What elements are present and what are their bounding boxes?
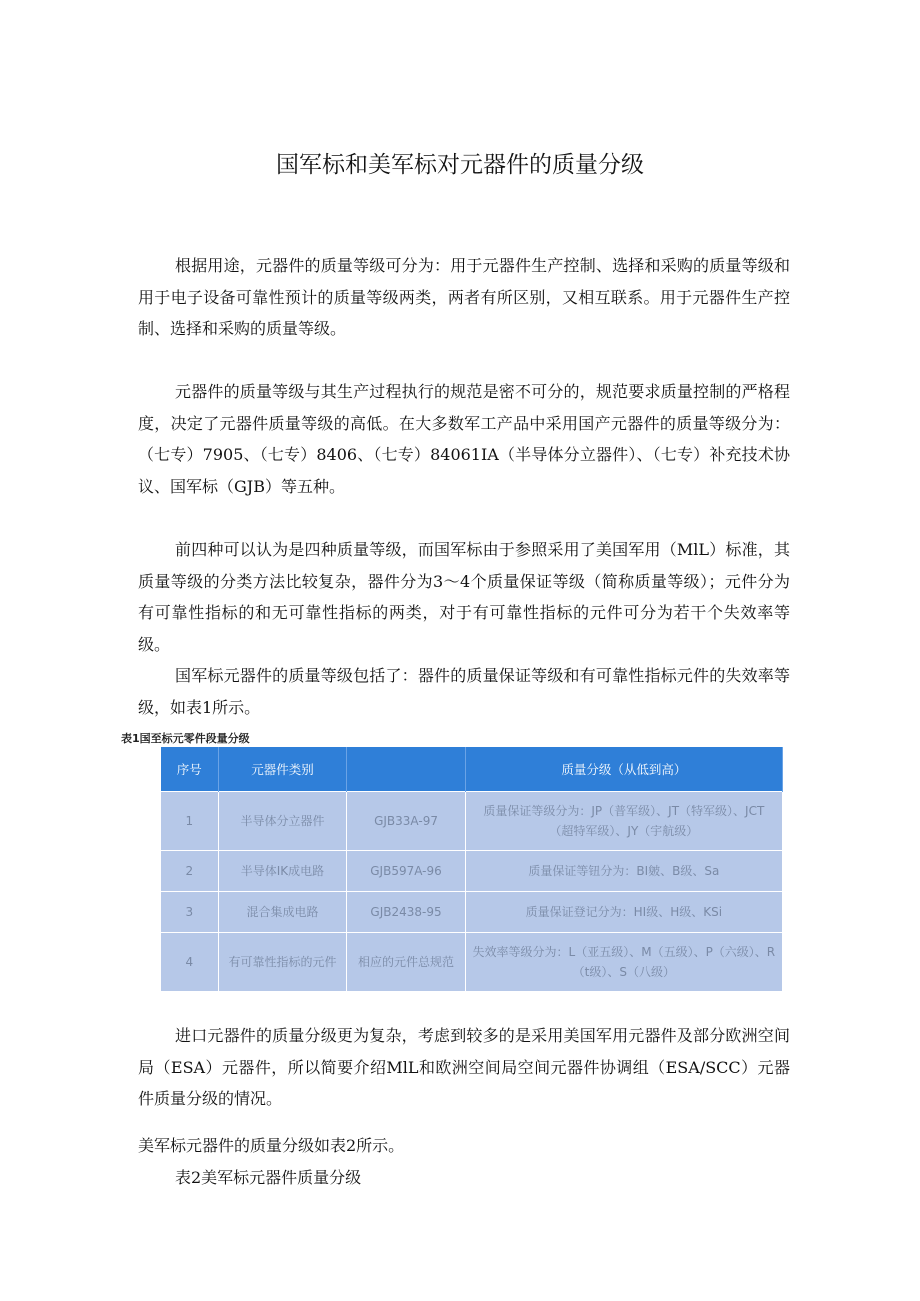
page-title: 国军标和美军标对元器件的质量分级 xyxy=(276,152,644,178)
cell-standard: GJB2438-95 xyxy=(347,892,465,933)
cell-grade: 失效率等级分为：L（亚五级）、M（五级）、P（六级）、R（t级）、S（八级） xyxy=(465,933,782,992)
quality-table xyxy=(161,747,783,991)
cell-standard: GJB597A-96 xyxy=(347,851,465,892)
cell-standard: GJB33A-97 xyxy=(347,792,465,851)
cell-standard: 相应的元件总规范 xyxy=(347,933,465,992)
cell-category: 半导体IK成电路 xyxy=(218,851,347,892)
cell-category: 半导体分立器件 xyxy=(218,792,347,851)
cell-grade: 质量保证等级分为：JP（普军级）、JT（特军级）、JCT（超特军级）、JY（宇航级） xyxy=(465,792,782,851)
paragraph-1: 根据用途，元器件的质量等级可分为：用于元器件生产控制、选择和采购的质量等级和用于电子设备可靠性预计的质量等级两类，两者有所区别，又相互联系。用于元器件生产控制、选择和采购的质量等级。 xyxy=(138,256,790,338)
cell-grade: 质量保证登记分为：HI级、H级、KSi xyxy=(465,892,782,933)
cell-index: 3 xyxy=(161,892,218,933)
table-row xyxy=(161,892,783,933)
cell-index: 2 xyxy=(161,851,218,892)
header-category: 元器件类别 xyxy=(218,747,347,792)
cell-category: 混合集成电路 xyxy=(218,892,347,933)
cell-grade: 质量保证等钮分为：BI皴、B级、Sa xyxy=(465,851,782,892)
paragraph-3: 前四种可以认为是四种质量等级，而国军标由于参照采用了美国军用（MlL）标准，其质量等级的分类方法比较复杂，器件分为3～4个质量保证等级（简称质量等级）；元件分为有可靠性指标的和无可靠性指标的两类，对于有可靠性指标的元件可分为若干个失效率等级。 xyxy=(138,540,790,654)
table1-caption: 表1国至标元零件段量分级 xyxy=(121,732,250,745)
cell-index: 4 xyxy=(161,933,218,992)
table-row xyxy=(161,851,783,892)
paragraph-6: 美军标元器件的质量分级如表2所示。 xyxy=(138,1136,405,1155)
cell-index: 1 xyxy=(161,792,218,851)
header-index: 序号 xyxy=(161,747,218,792)
cell-category: 有可靠性指标的元件 xyxy=(218,933,347,992)
table-row xyxy=(161,933,783,992)
table2-caption: 表2美军标元器件质量分级 xyxy=(175,1168,362,1187)
header-standard xyxy=(347,747,465,792)
header-quality-grade: 质量分级（从低到高） xyxy=(465,747,782,792)
paragraph-2: 元器件的质量等级与其生产过程执行的规范是密不可分的，规范要求质量控制的严格程度，决定了元器件质量等级的高低。在大多数军工产品中采用国产元器件的质量等级分为：（七专）7905、（七专）8406、（七专）84061IA（半导体分立器件）、（七专）补充技术协议、国军标（GJB）等五种。 xyxy=(138,382,790,496)
paragraph-4: 国军标元器件的质量等级包括了：器件的质量保证等级和有可靠性指标元件的失效率等级，如表1所示。 xyxy=(138,666,790,717)
table-header-row xyxy=(161,747,783,792)
paragraph-5: 进口元器件的质量分级更为复杂，考虑到较多的是采用美国军用元器件及部分欧洲空间局（ESA）元器件，所以简要介绍MlL和欧洲空间局空间元器件协调组（ESA/SCC）元器件质量分级的情况。 xyxy=(138,1026,790,1108)
table-row xyxy=(161,792,783,851)
